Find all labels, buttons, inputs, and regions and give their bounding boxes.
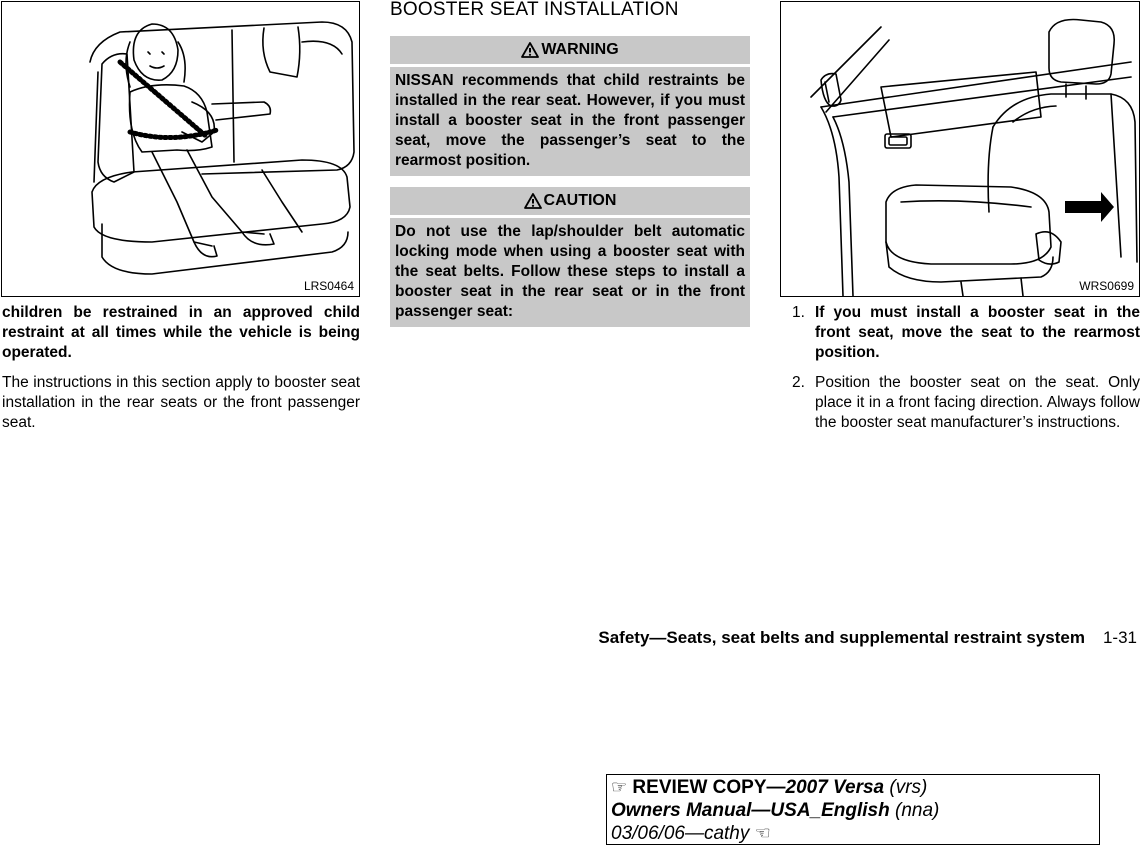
step-number: 2. <box>792 374 805 391</box>
pointing-hand-left-icon: ☜ <box>754 823 771 843</box>
page-number: 1-31 <box>1102 628 1137 647</box>
front-passenger-seat-drawing <box>781 2 1139 296</box>
section-title: BOOSTER SEAT INSTALLATION <box>390 0 679 20</box>
caution-triangle-icon <box>524 193 542 209</box>
step-number: 1. <box>792 304 805 321</box>
review-copy-stamp <box>606 774 1100 845</box>
caution-box <box>390 187 750 327</box>
caution-heading <box>390 187 750 215</box>
step-item <box>792 373 1140 433</box>
step-text: Position the booster seat on the seat. Only place it in a front facing direction. Always follow the booster seat manufacturer’s instructions. <box>815 374 1140 431</box>
model-code: (vrs) <box>889 777 928 798</box>
pointing-hand-icon: ☞ <box>611 777 628 797</box>
left-column <box>2 303 360 433</box>
review-line-2 <box>611 799 1095 822</box>
caution-text: Do not use the lap/shoulder belt automatic locking mode when using a booster seat with the seat belts. Follow these steps to install a booster seat in the rear seat or in the front passenger seat: <box>390 218 750 327</box>
manual-name: Owners Manual—USA_English <box>611 800 890 821</box>
step-item <box>792 303 1140 363</box>
review-copy-label: REVIEW COPY— <box>632 777 786 798</box>
figure-label-right: WRS0699 <box>1079 279 1134 293</box>
warning-triangle-icon <box>521 42 539 58</box>
warning-text: NISSAN recommends that child restraints be installed in the rear seat. However, if you must install a booster seat in the front passenger seat, move the passenger’s seat to the rearmost position. <box>390 67 750 176</box>
model-name: 2007 Versa <box>785 777 885 798</box>
page-footer <box>598 628 1137 648</box>
warning-box <box>390 36 750 176</box>
front-seat-illustration <box>780 1 1140 297</box>
scope-paragraph: The instructions in this section apply to booster seat installation in the rear seats or the front passenger seat. <box>2 374 360 431</box>
review-line-1 <box>611 776 1095 799</box>
booster-seat-rear-illustration <box>1 1 360 297</box>
review-line-3 <box>611 822 1095 845</box>
intro-paragraph: children be restrained in an approved child restraint at all times while the vehicle is being operated. <box>2 304 360 361</box>
footer-section-title: Safety—Seats, seat belts and supplemental restraint system <box>598 628 1085 647</box>
warning-heading-label: WARNING <box>541 41 619 58</box>
step-text: If you must install a booster seat in the front seat, move the seat to the rearmost position. <box>815 304 1140 361</box>
warning-heading <box>390 36 750 64</box>
review-date-author: 03/06/06—cathy <box>611 823 750 844</box>
manual-code: (nna) <box>895 800 940 821</box>
move-rearward-arrow-icon <box>1065 192 1114 222</box>
steps-list <box>792 303 1140 433</box>
caution-heading-label: CAUTION <box>543 192 617 209</box>
child-in-booster-seat-drawing <box>2 2 359 296</box>
figure-label-left: LRS0464 <box>303 279 354 293</box>
